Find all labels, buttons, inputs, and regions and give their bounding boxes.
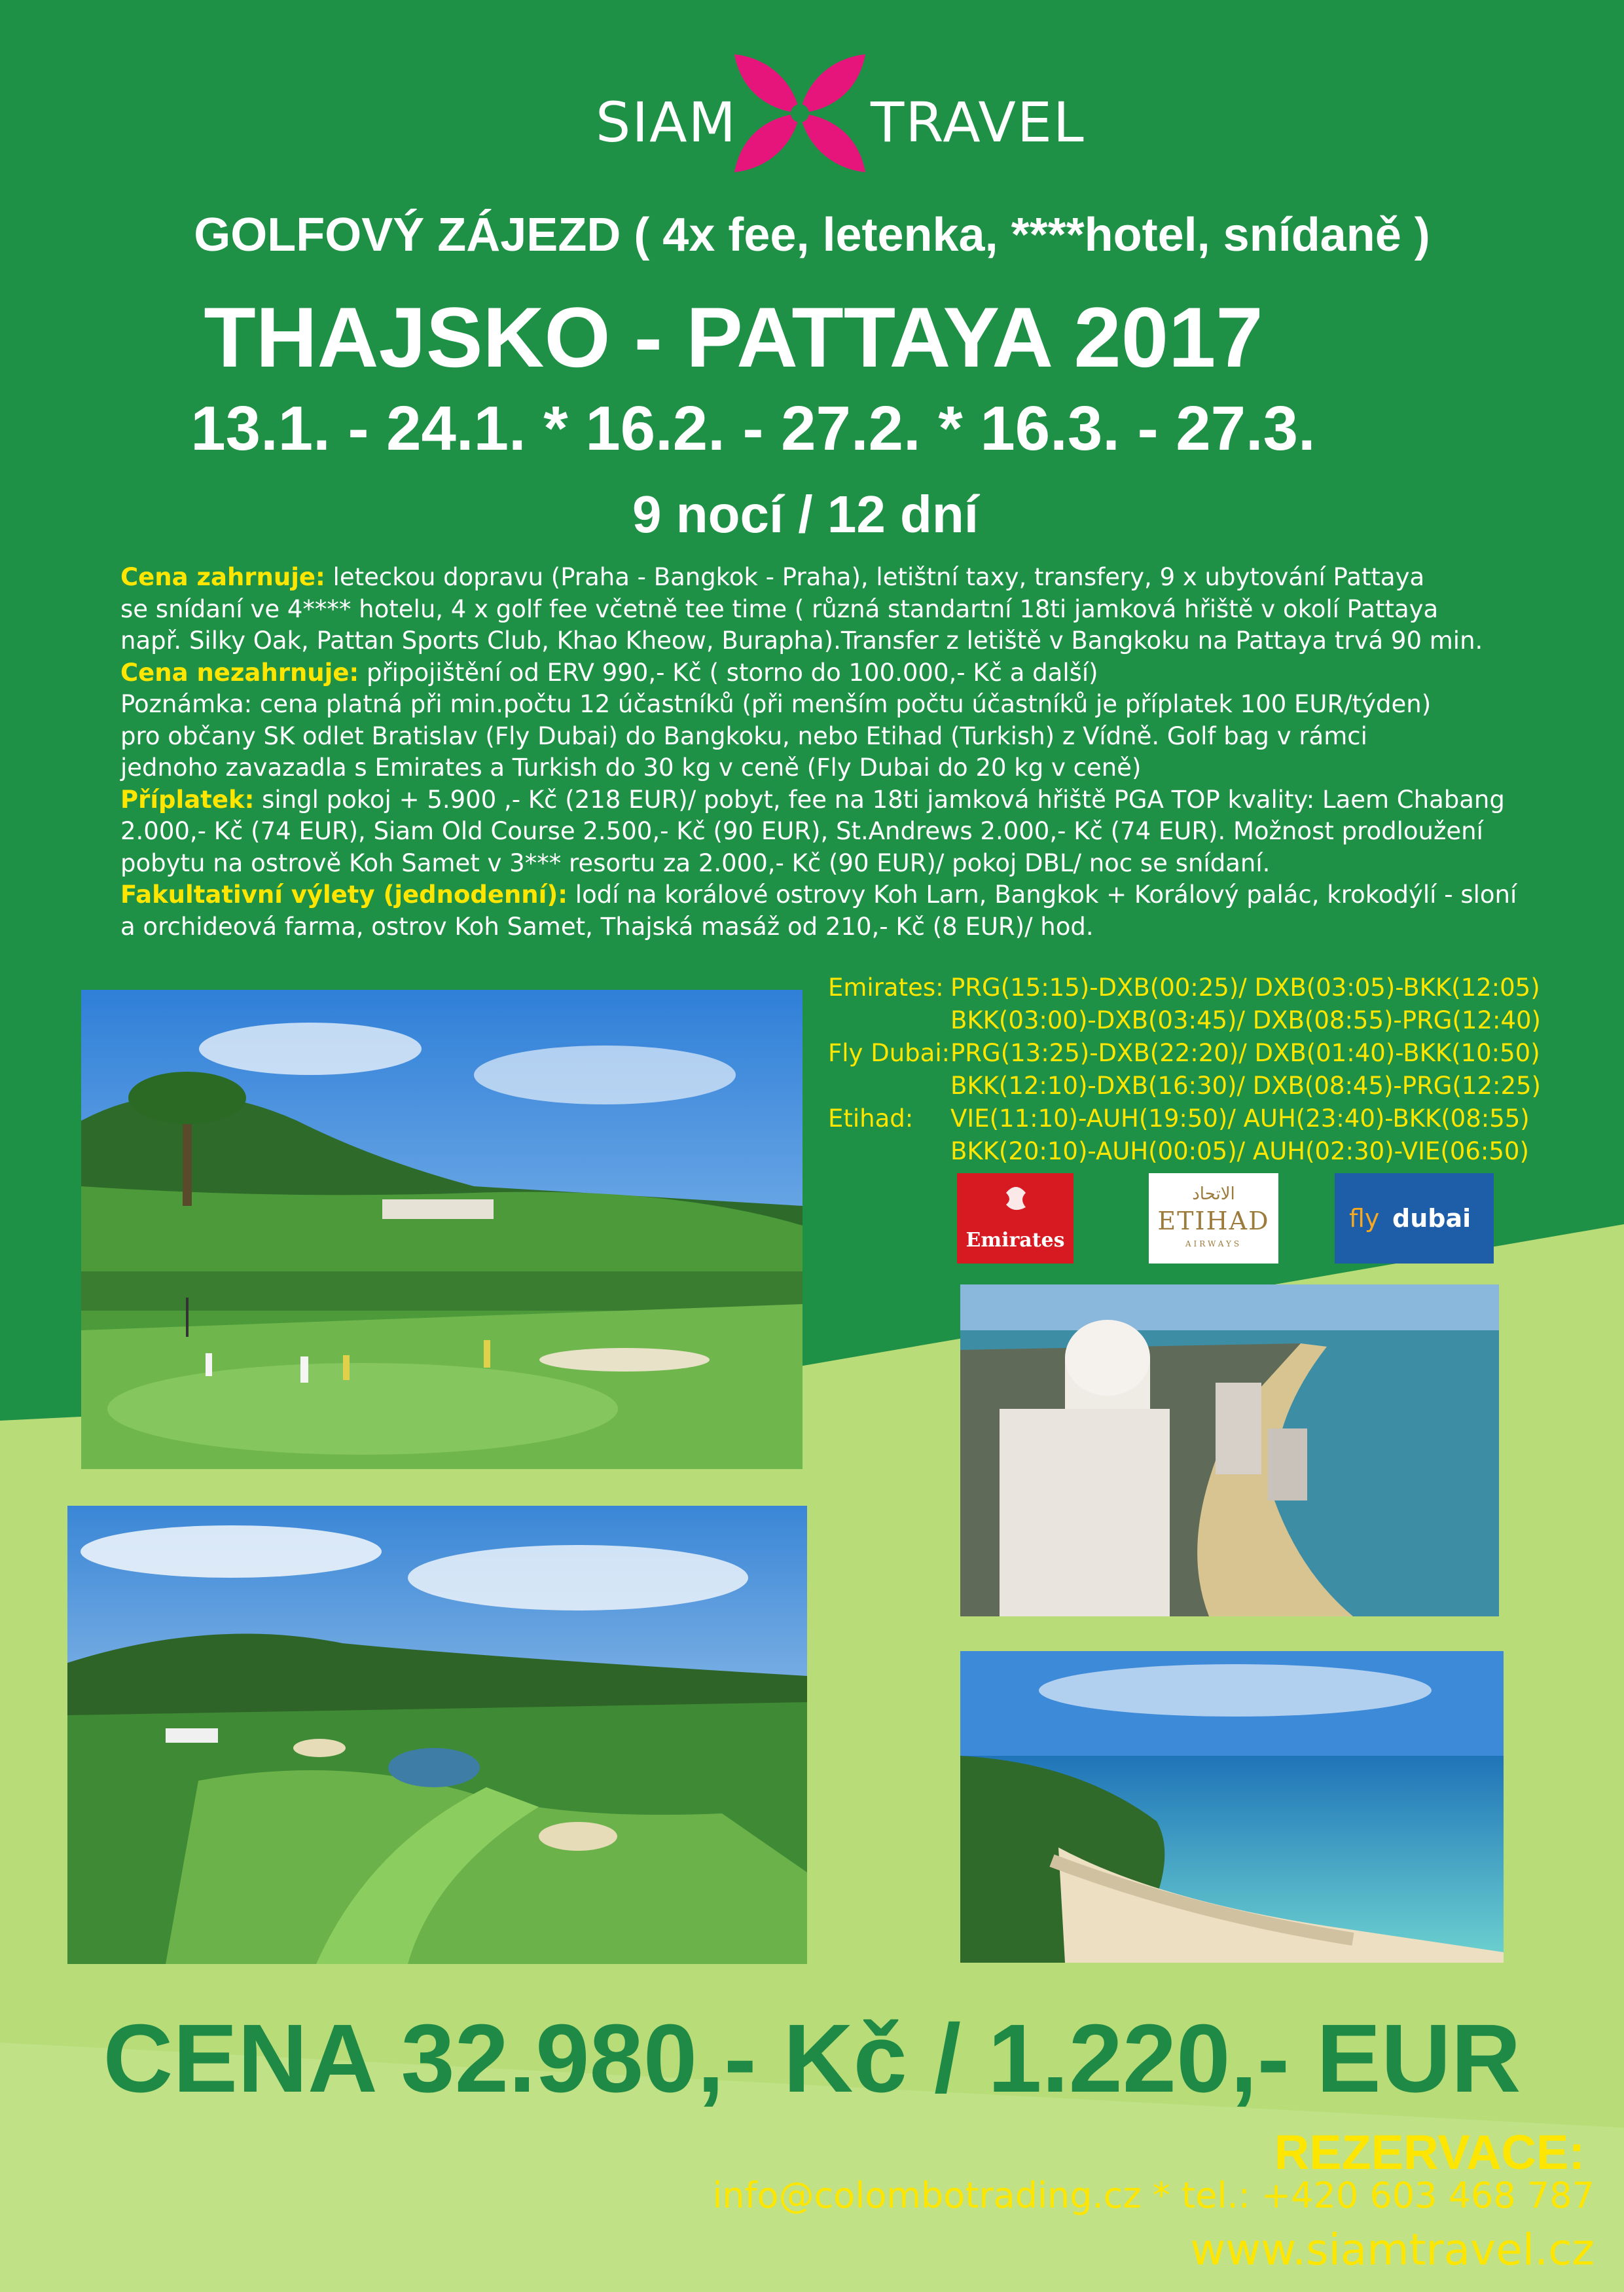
trips-text: lodí na korálové ostrovy Koh Larn, Bangkok + Korálový palác, krokodýlí - sloní (568, 881, 1517, 909)
flight-route: PRG(13:25)-DXB(22:20)/ DXB(01:40)-BKK(10:50) (950, 1039, 1540, 1067)
flight-schedule (828, 972, 1541, 1168)
flight-route: VIE(11:10)-AUH(19:50)/ AUH(23:40)-BKK(08:55) (950, 1104, 1530, 1133)
flight-row (828, 1004, 1541, 1037)
etihad-text: ETIHAD (1157, 1207, 1270, 1235)
website-link[interactable]: www.siamtravel.cz (1190, 2225, 1595, 2275)
note-line-3: jednoho zavazadla s Emirates a Turkish do 30 kg v ceně (Fly Dubai do 20 kg v ceně) (120, 754, 1142, 782)
surcharge-line-3: pobytu na ostrově Koh Samet v 3*** resortu za 2.000,- Kč (90 EUR)/ pokoj DBL/ noc se snídaní. (120, 848, 1271, 877)
surcharge-label: Příplatek: (120, 785, 255, 814)
included-line-2: se snídaní ve 4**** hotelu, 4 x golf fee včetně tee time ( různá standartní 18ti jamková hřiště v okolí Pattaya (120, 594, 1439, 623)
trip-info (120, 562, 1587, 943)
included-line-3: např. Silky Oak, Pattan Sports Club, Khao Kheow, Burapha).Transfer z letiště v Bangkoku na Pattaya trvá 90 min. (120, 627, 1483, 655)
flight-route: PRG(15:15)-DXB(00:25)/ DXB(03:05)-BKK(12:05) (950, 973, 1540, 1002)
flight-row (828, 972, 1541, 1004)
surcharge-line-1 (120, 784, 1587, 816)
flydubai-logo (1335, 1173, 1494, 1264)
contact-line[interactable]: info@colombotrading.cz * tel.: +420 603 468 787 (712, 2175, 1595, 2216)
flight-route: BKK(03:00)-DXB(03:45)/ DXB(08:55)-PRG(12:40) (950, 1006, 1541, 1034)
included-line-1 (120, 562, 1587, 594)
aerial-golf-photo (67, 1506, 807, 1964)
surcharge-text: singl pokoj + 5.900 ,- Kč (218 EUR)/ pobyt, fee na 18ti jamková hřiště PGA TOP kvality: Laem Chabang (254, 785, 1505, 814)
flight-row (828, 1102, 1541, 1135)
flight-row (828, 1037, 1541, 1070)
beach-photo (960, 1651, 1504, 1963)
emirates-logo (957, 1173, 1074, 1264)
flight-airline (828, 1004, 950, 1037)
trip-dates: 13.1. - 24.1. * 16.2. - 27.2. * 16.3. - 27.3. (190, 393, 1316, 464)
trips-label: Fakultativní výlety (jednodenní): (120, 881, 568, 909)
etihad-logo (1149, 1173, 1278, 1264)
golf-course-photo (81, 990, 803, 1469)
note-line-1: Poznámka: cena platná při min.počtu 12 účastníků (při menším počtu účastníků je příplatek 100 EUR/týden) (120, 690, 1432, 718)
pattaya-city-photo (960, 1284, 1499, 1616)
flight-airline: Etihad: (828, 1104, 914, 1133)
flight-route: BKK(12:10)-DXB(16:30)/ DXB(08:45)-PRG(12:25) (950, 1072, 1541, 1100)
trips-line-2: a orchideová farma, ostrov Koh Samet, Thajská masáž od 210,- Kč (8 EUR)/ hod. (120, 912, 1094, 941)
price-text: CENA 32.980,- Kč / 1.220,- EUR (103, 2005, 1521, 2113)
trip-duration: 9 nocí / 12 dní (632, 485, 979, 543)
flower-logo-icon (728, 51, 872, 175)
flight-row (828, 1135, 1541, 1168)
surcharge-line-2: 2.000,- Kč (74 EUR), Siam Old Course 2.500,- Kč (90 EUR), St.Andrews 2.000,- Kč (74 EUR). Možnost prodloužení (120, 817, 1483, 845)
flydubai-dubai: dubai (1392, 1204, 1471, 1233)
excluded-text: připojištění od ERV 990,- Kč ( storno do 100.000,- Kč a další) (359, 658, 1098, 687)
flight-row (828, 1070, 1541, 1102)
included-label: Cena zahrnuje: (120, 563, 325, 591)
page-title: THAJSKO - PATTAYA 2017 (204, 289, 1263, 385)
included-text: leteckou dopravu (Praha - Bangkok - Praha), letištní taxy, transfery, 9 x ubytování Pattaya (325, 563, 1425, 591)
reservation-label: REZERVACE: (1274, 2125, 1585, 2179)
emirates-text: Emirates (965, 1229, 1065, 1252)
flight-route: BKK(20:10)-AUH(00:05)/ AUH(02:30)-VIE(06:50) (950, 1137, 1529, 1165)
trip-subtitle: GOLFOVÝ ZÁJEZD ( 4x fee, letenka, ****hotel, snídaně ) (194, 209, 1430, 261)
flight-airline (828, 1070, 950, 1102)
logo-text-travel: TRAVEL (871, 90, 1085, 155)
flight-airline: Emirates: (828, 973, 944, 1002)
note-line-2: pro občany SK odlet Bratislav (Fly Dubai) do Bangkoku, nebo Etihad (Turkish) z Vídně. Golf bag v rámci (120, 721, 1367, 750)
logo-text-siam: SIAM (596, 90, 738, 155)
flight-airline: Fly Dubai: (828, 1039, 950, 1067)
etihad-arabic: الاتحاد (1192, 1184, 1235, 1204)
excluded-line (120, 657, 1587, 689)
excluded-label: Cena nezahrnuje: (120, 658, 359, 687)
trips-line-1 (120, 879, 1587, 911)
flight-airline (828, 1135, 950, 1168)
flydubai-fly: fly (1349, 1204, 1380, 1233)
etihad-sub: AIRWAYS (1185, 1239, 1242, 1248)
